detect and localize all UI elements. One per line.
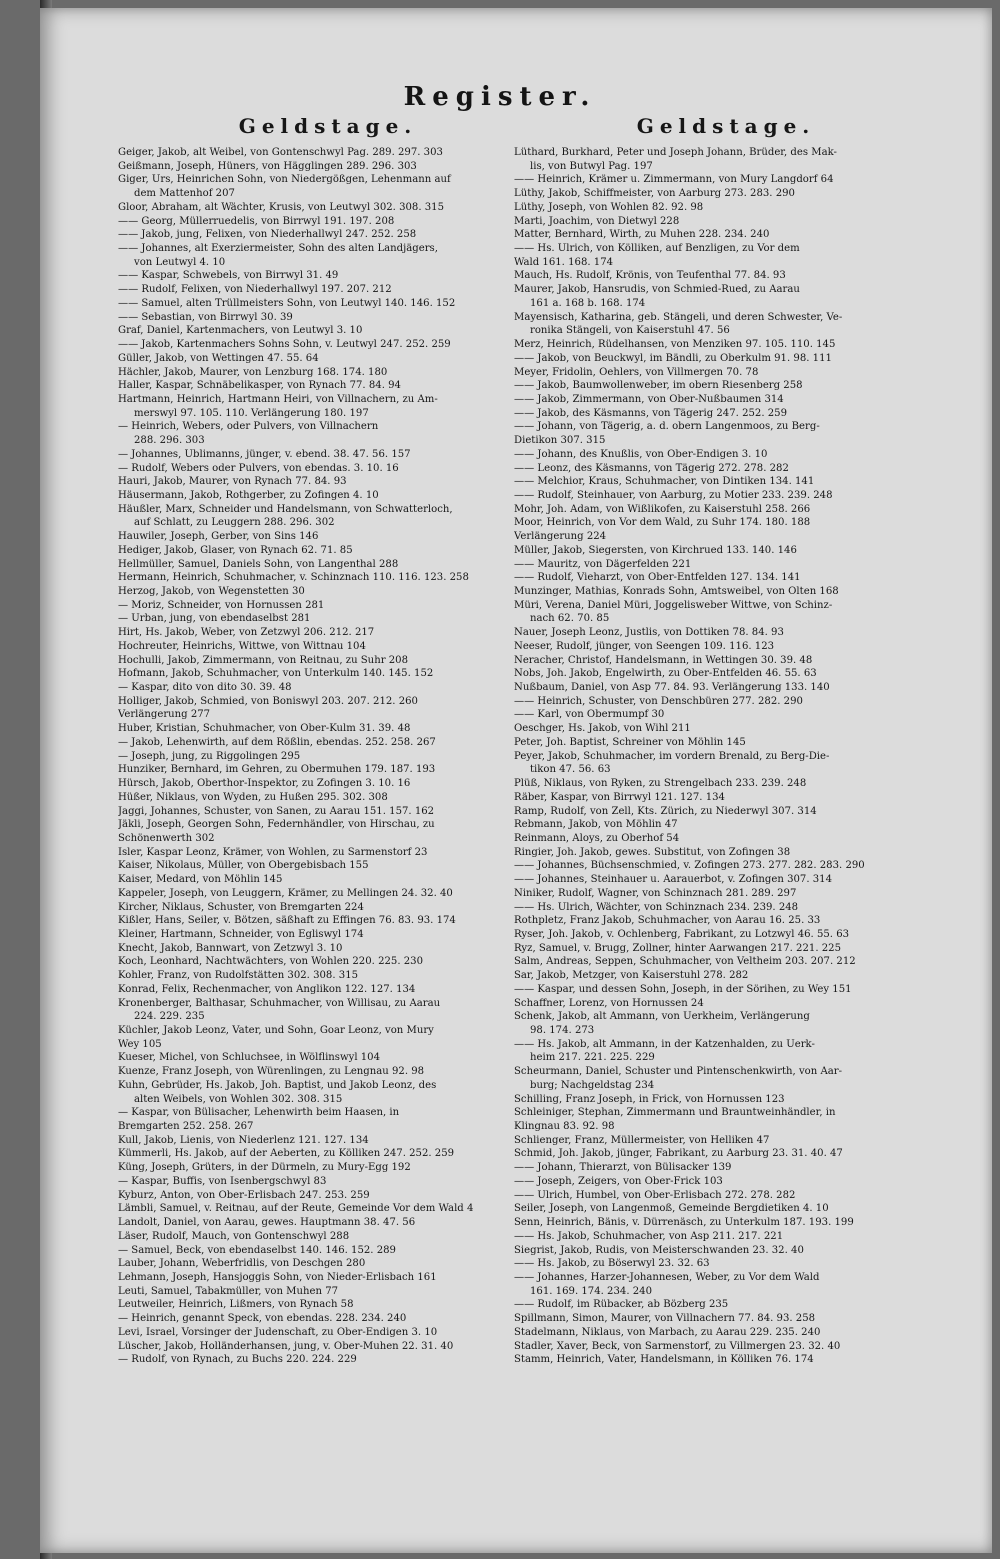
- register-entry: Graf, Daniel, Kartenmachers, von Leutwyl 3. 10: [118, 325, 363, 337]
- register-entry: Kull, Jakob, Lienis, von Niederlenz 121. 127. 134: [118, 1134, 369, 1146]
- register-entry: —— Hs. Jakob, Schuhmacher, von Asp 211. 217. 221: [514, 1230, 784, 1242]
- register-entry: —— Johann, des Knußlis, von Ober-Endigen 3. 10: [514, 448, 768, 460]
- register-entry: Sar, Jakob, Metzger, von Kaiserstuhl 278. 282: [514, 970, 749, 982]
- register-entry: Lüscher, Jakob, Holländerhansen, jung, v. Ober-Muhen 22. 31. 40: [118, 1340, 454, 1352]
- register-entry: Schaffner, Lorenz, von Hornussen 24: [514, 997, 704, 1009]
- register-entry: Verlängerung 277: [118, 709, 211, 721]
- register-entry: —— Hs. Jakob, alt Ammann, in der Katzenhalden, zu Uerk-: [514, 1038, 815, 1050]
- register-entry: Ringier, Joh. Jakob, gewes. Substitut, von Zofingen 38: [514, 846, 791, 858]
- register-entry: —— Johannes, alt Exerziermeister, Sohn des alten Landjägers,: [118, 243, 438, 255]
- register-entry: Kircher, Niklaus, Schuster, von Bremgarten 224: [118, 901, 364, 913]
- register-entry: —— Johannes, Harzer-Johannesen, Weber, zu Vor dem Wald: [514, 1271, 820, 1283]
- register-entry: Schilling, Franz Joseph, in Frick, von Hornussen 123: [514, 1093, 785, 1105]
- register-entry: alten Weibels, von Wohlen 302. 308. 315: [134, 1093, 343, 1105]
- register-entry: Landolt, Daniel, von Aarau, gewes. Hauptmann 38. 47. 56: [118, 1217, 416, 1229]
- left-entry-list: [118, 146, 538, 1367]
- register-entry: tikon 47. 56. 63: [530, 764, 611, 776]
- register-entry: Schenk, Jakob, alt Ammann, von Uerkheim, Verlängerung: [514, 1011, 810, 1023]
- register-entry: Güller, Jakob, von Wettingen 47. 55. 64: [118, 352, 319, 364]
- register-entry: Ryser, Joh. Jakob, v. Ochlenberg, Fabrikant, zu Lotzwyl 46. 55. 63: [514, 928, 850, 940]
- register-entry: Gloor, Abraham, alt Wächter, Krusis, von Leutwyl 302. 308. 315: [118, 201, 445, 213]
- register-entry: Knecht, Jakob, Bannwart, von Zetzwyl 3. 10: [118, 942, 343, 954]
- register-entry: Kümmerli, Hs. Jakob, auf der Aeberten, zu Kölliken 247. 252. 259: [118, 1148, 455, 1160]
- register-entry: Hauwiler, Joseph, Gerber, von Sins 146: [118, 531, 319, 543]
- register-entry: Mauch, Hs. Rudolf, Krönis, von Teufenthal 77. 84. 93: [514, 270, 786, 282]
- register-entry: —— Rudolf, Felixen, von Niederhallwyl 197. 207. 212: [118, 284, 392, 296]
- register-entry: Hartmann, Heinrich, Hartmann Heiri, von Villnachern, zu Am-: [118, 393, 438, 405]
- register-entry: Bremgarten 252. 258. 267: [118, 1121, 254, 1133]
- register-entry: — Johannes, Ublimanns, jünger, v. ebend. 38. 47. 56. 157: [118, 448, 411, 460]
- register-entry: Ryz, Samuel, v. Brugg, Zollner, hinter Aarwangen 217. 221. 225: [514, 942, 842, 954]
- register-entry: Stamm, Heinrich, Vater, Handelsmann, in Kölliken 76. 174: [514, 1354, 814, 1366]
- register-entry: Lüthard, Burkhard, Peter und Joseph Johann, Brüder, des Mak-: [514, 147, 837, 158]
- register-entry: —— Jakob, jung, Felixen, von Niederhallwyl 247. 252. 258: [118, 229, 417, 241]
- register-entry: Neeser, Rudolf, jünger, von Seengen 109. 116. 123: [514, 640, 775, 652]
- register-entry: Müri, Verena, Daniel Müri, Joggelisweber Wittwe, von Schinz-: [514, 599, 833, 611]
- register-entry: Jaggi, Johannes, Schuster, von Sanen, zu Aarau 151. 157. 162: [118, 805, 435, 817]
- register-entry: Schleiniger, Stephan, Zimmermann und Brauntweinhändler, in: [514, 1107, 836, 1119]
- register-entry: Schönenwerth 302: [118, 832, 215, 844]
- register-entry: Hürsch, Jakob, Oberthor-Inspektor, zu Zofingen 3. 10. 16: [118, 778, 411, 790]
- register-entry: 161 a. 168 b. 168. 174: [530, 297, 646, 309]
- register-entry: Hediger, Jakob, Glaser, von Rynach 62. 71. 85: [118, 544, 353, 556]
- register-entry: Holliger, Jakob, Schmied, von Boniswyl 203. 207. 212. 260: [118, 695, 418, 707]
- register-entry: Senn, Heinrich, Bänis, v. Dürrenäsch, zu Unterkulm 187. 193. 199: [514, 1217, 854, 1229]
- register-entry: Reinmann, Aloys, zu Oberhof 54: [514, 832, 680, 844]
- right-column: [514, 114, 938, 1367]
- page-title: Register.: [403, 82, 597, 112]
- register-entry: Lüthy, Jakob, Schiffmeister, von Aarburg 273. 283. 290: [514, 188, 795, 200]
- register-entry: Meyer, Fridolin, Oehlers, von Villmergen 70. 78: [514, 366, 759, 378]
- register-entry: Verlängerung 224: [514, 531, 607, 543]
- register-entry: Küng, Joseph, Grüters, in der Dürmeln, zu Mury-Egg 192: [118, 1162, 411, 1174]
- register-entry: Munzinger, Mathias, Konrads Sohn, Amtsweibel, von Olten 168: [514, 586, 839, 597]
- register-entry: Salm, Andreas, Seppen, Schuhmacher, von Veltheim 203. 207. 212: [514, 956, 856, 968]
- left-column-heading: Geldstage.: [238, 114, 418, 138]
- register-entry: — Rudolf, Webers oder Pulvers, von ebendas. 3. 10. 16: [118, 462, 399, 474]
- register-entry: —— Samuel, alten Trüllmeisters Sohn, von Leutwyl 140. 146. 152: [118, 297, 456, 309]
- register-entry: Wey 105: [118, 1038, 162, 1050]
- register-entry: Spillmann, Simon, Maurer, von Villnachern 77. 84. 93. 258: [514, 1313, 816, 1325]
- register-entry: Leutweiler, Heinrich, Lißmers, von Rynach 58: [118, 1299, 354, 1311]
- register-entry: Müller, Jakob, Siegersten, von Kirchrued 133. 140. 146: [514, 544, 797, 556]
- register-entry: Kißler, Hans, Seiler, v. Bötzen, säßhaft zu Effingen 76. 83. 93. 174: [118, 915, 456, 927]
- register-entry: — Urban, jung, von ebendaselbst 281: [118, 613, 311, 625]
- register-entry: 224. 229. 235: [134, 1011, 205, 1023]
- register-entry: Haller, Kaspar, Schnäbelikasper, von Rynach 77. 84. 94: [118, 380, 401, 392]
- register-entry: — Kaspar, Buffis, von Isenbergschwyl 83: [118, 1175, 327, 1187]
- register-entry: —— Jakob, Baumwollenweber, im obern Riesenberg 258: [514, 380, 803, 392]
- register-entry: Mohr, Joh. Adam, von Wißlikofen, zu Kaiserstuhl 258. 266: [514, 503, 811, 515]
- register-entry: —— Kaspar, und dessen Sohn, Joseph, in der Sörihen, zu Wey 151: [514, 983, 852, 995]
- register-entry: merswyl 97. 105. 110. Verlängerung 180. 197: [134, 407, 369, 419]
- register-entry: Läser, Rudolf, Mauch, von Gontenschwyl 288: [118, 1230, 350, 1242]
- register-entry: — Joseph, jung, zu Riggolingen 295: [118, 750, 301, 762]
- register-entry: Ramp, Rudolf, von Zell, Kts. Zürich, zu Niederwyl 307. 314: [514, 805, 817, 817]
- register-entry: Konrad, Felix, Rechenmacher, von Anglikon 122. 127. 134: [118, 983, 416, 995]
- register-entry: Kyburz, Anton, von Ober-Erlisbach 247. 253. 259: [118, 1189, 370, 1201]
- register-entry: Oeschger, Hs. Jakob, von Wihl 211: [514, 723, 691, 735]
- register-entry: Mayensisch, Katharina, geb. Stängeli, und deren Schwester, Ve-: [514, 311, 843, 323]
- register-entry: —— Johann, Thierarzt, von Bülisacker 139: [514, 1162, 732, 1174]
- register-entry: Giger, Urs, Heinrichen Sohn, von Niedergößgen, Lehenmann auf: [118, 174, 451, 186]
- register-entry: Peter, Joh. Baptist, Schreiner von Möhlin 145: [514, 736, 746, 748]
- register-entry: Kohler, Franz, von Rudolfstätten 302. 308. 315: [118, 970, 359, 982]
- register-entry: Schlienger, Franz, Müllermeister, von Helliken 47: [514, 1134, 770, 1146]
- register-entry: Hunziker, Bernhard, im Gehren, zu Obermuhen 179. 187. 193: [118, 764, 436, 776]
- register-entry: Räber, Kaspar, von Birrwyl 121. 127. 134: [514, 791, 725, 803]
- register-entry: Levi, Israel, Vorsinger der Judenschaft, zu Ober-Endigen 3. 10: [118, 1326, 438, 1338]
- register-entry: —— Georg, Müllerruedelis, von Birrwyl 191. 197. 208: [118, 215, 395, 227]
- register-entry: —— Heinrich, Krämer u. Zimmermann, von Mury Langdorf 64: [514, 174, 834, 186]
- register-entry: Jäkli, Joseph, Georgen Sohn, Federnhändler, von Hirschau, zu: [118, 819, 435, 831]
- register-entry: — Samuel, Beck, von ebendaselbst 140. 146. 152. 289: [118, 1244, 396, 1256]
- register-entry: — Kaspar, dito von dito 30. 39. 48: [118, 682, 292, 694]
- register-entry: 161. 169. 174. 234. 240: [530, 1285, 652, 1297]
- register-entry: Huber, Kristian, Schuhmacher, von Ober-Kulm 31. 39. 48: [118, 723, 411, 735]
- register-entry: —— Jakob, Zimmermann, von Ober-Nußbaumen 314: [514, 393, 784, 405]
- register-entry: —— Johann, von Tägerig, a. d. obern Langenmoos, zu Berg-: [514, 421, 820, 433]
- register-entry: Geißmann, Joseph, Hüners, von Hägglingen 289. 296. 303: [118, 160, 417, 172]
- register-entry: — Jakob, Lehenwirth, auf dem Rößlin, ebendas. 252. 258. 267: [118, 736, 436, 748]
- right-entry-list: [514, 146, 938, 1367]
- register-entry: Leuti, Samuel, Tabakmüller, von Muhen 77: [118, 1285, 339, 1297]
- register-entry: nach 62. 70. 85: [530, 613, 610, 625]
- register-entry: —— Hs. Jakob, zu Böserwyl 23. 32. 63: [514, 1258, 710, 1270]
- register-entry: Hermann, Heinrich, Schuhmacher, v. Schinznach 110. 116. 123. 258: [118, 572, 469, 584]
- register-entry: Nobs, Joh. Jakob, Engelwirth, zu Ober-Entfelden 46. 55. 63: [514, 668, 817, 680]
- register-entry: Lämbli, Samuel, v. Reitnau, auf der Reute, Gemeinde Vor dem Wald 4: [118, 1203, 474, 1215]
- register-entry: —— Joseph, Zeigers, von Ober-Frick 103: [514, 1175, 723, 1187]
- register-entry: Nauer, Joseph Leonz, Justlis, von Dottiken 78. 84. 93: [514, 627, 784, 639]
- register-entry: Kaiser, Medard, von Möhlin 145: [118, 874, 283, 886]
- register-entry: — Heinrich, genannt Speck, von ebendas. 228. 234. 240: [118, 1313, 407, 1325]
- register-entry: —— Karl, von Obermumpf 30: [514, 709, 665, 721]
- register-entry: Neracher, Christof, Handelsmann, in Wettingen 30. 39. 48: [514, 654, 813, 666]
- register-entry: Kronenberger, Balthasar, Schuhmacher, von Willisau, zu Aarau: [118, 997, 441, 1009]
- register-entry: Lehmann, Joseph, Hansjoggis Sohn, von Nieder-Erlisbach 161: [118, 1271, 437, 1283]
- register-entry: Küchler, Jakob Leonz, Vater, und Sohn, Goar Leonz, von Mury: [118, 1025, 434, 1036]
- right-column-heading: Geldstage.: [636, 114, 816, 138]
- register-entry: Häusermann, Jakob, Rothgerber, zu Zofingen 4. 10: [118, 489, 379, 501]
- register-entry: —— Jakob, des Käsmanns, von Tägerig 247. 252. 259: [514, 407, 788, 419]
- register-entry: dem Mattenhof 207: [134, 188, 235, 200]
- register-entry: —— Heinrich, Schuster, von Denschbüren 277. 282. 290: [514, 695, 803, 707]
- register-entry: Stadelmann, Niklaus, von Marbach, zu Aarau 229. 235. 240: [514, 1326, 821, 1338]
- register-entry: Plüß, Niklaus, von Ryken, zu Strengelbach 233. 239. 248: [514, 778, 807, 790]
- register-entry: —— Mauritz, von Dägerfelden 221: [514, 558, 692, 570]
- register-entry: Kaiser, Nikolaus, Müller, von Obergebisbach 155: [118, 860, 369, 872]
- register-entry: Hochreuter, Heinrichs, Wittwe, von Wittnau 104: [118, 640, 366, 652]
- register-entry: Herzog, Jakob, von Wegenstetten 30: [118, 586, 305, 597]
- register-entry: Kuenze, Franz Joseph, von Würenlingen, zu Lengnau 92. 98: [118, 1066, 425, 1078]
- register-entry: Häußler, Marx, Schneider und Handelsmann, von Schwatterloch,: [118, 503, 453, 515]
- register-entry: burg; Nachgeldstag 234: [530, 1079, 655, 1091]
- register-entry: Moor, Heinrich, von Vor dem Wald, zu Suhr 174. 180. 188: [514, 517, 811, 529]
- register-entry: Isler, Kaspar Leonz, Krämer, von Wohlen, zu Sarmenstorf 23: [118, 846, 428, 858]
- register-entry: heim 217. 221. 225. 229: [530, 1052, 655, 1064]
- register-entry: Hüßer, Niklaus, von Wyden, zu Hußen 295. 302. 308: [118, 791, 388, 803]
- register-entry: Hauri, Jakob, Maurer, von Rynach 77. 84. 93: [118, 476, 347, 488]
- register-entry: Lüthy, Joseph, von Wohlen 82. 92. 98: [514, 201, 704, 213]
- register-entry: —— Rudolf, Vieharzt, von Ober-Entfelden 127. 134. 141: [514, 572, 801, 584]
- register-entry: Scheurmann, Daniel, Schuster und Pintenschenkwirth, von Aar-: [514, 1066, 842, 1078]
- left-column: [118, 114, 538, 1367]
- register-entry: von Leutwyl 4. 10: [134, 256, 226, 268]
- register-entry: —— Rudolf, Steinhauer, von Aarburg, zu Motier 233. 239. 248: [514, 489, 833, 501]
- register-entry: Nußbaum, Daniel, von Asp 77. 84. 93. Verlängerung 133. 140: [514, 682, 830, 694]
- register-entry: —— Leonz, des Käsmanns, von Tägerig 272. 278. 282: [514, 462, 789, 474]
- register-entry: Hofmann, Jakob, Schuhmacher, von Unterkulm 140. 145. 152: [118, 668, 434, 680]
- register-entry: Hächler, Jakob, Maurer, von Lenzburg 168. 174. 180: [118, 366, 388, 378]
- register-entry: — Kaspar, von Bülisacher, Lehenwirth beim Haasen, in: [118, 1107, 400, 1119]
- register-entry: Wald 161. 168. 174: [514, 256, 614, 268]
- register-entry: —— Jakob, von Beuckwyl, im Bändli, zu Oberkulm 91. 98. 111: [514, 352, 832, 364]
- register-entry: Koch, Leonhard, Nachtwächters, von Wohlen 220. 225. 230: [118, 956, 424, 968]
- register-entry: 288. 296. 303: [134, 435, 205, 447]
- register-entry: —— Kaspar, Schwebels, von Birrwyl 31. 49: [118, 270, 339, 282]
- register-entry: — Heinrich, Webers, oder Pulvers, von Villnachern: [118, 421, 379, 433]
- register-entry: Dietikon 307. 315: [514, 435, 606, 447]
- register-entry: —— Johannes, Steinhauer u. Aarauerbot, v. Zofingen 307. 314: [514, 874, 833, 886]
- register-entry: Siegrist, Jakob, Rudis, von Meisterschwanden 23. 32. 40: [514, 1244, 804, 1256]
- register-entry: lis, von Butwyl Pag. 197: [530, 160, 653, 172]
- register-entry: Niniker, Rudolf, Wagner, von Schinznach 281. 289. 297: [514, 887, 797, 899]
- register-entry: —— Jakob, Kartenmachers Sohns Sohn, v. Leutwyl 247. 252. 259: [118, 339, 451, 351]
- register-entry: Rebmann, Jakob, von Möhlin 47: [514, 819, 678, 831]
- register-entry: —— Johannes, Büchsenschmied, v. Zofingen 273. 277. 282. 283. 290: [514, 860, 865, 872]
- register-entry: Hirt, Hs. Jakob, Weber, von Zetzwyl 206. 212. 217: [118, 627, 375, 639]
- register-entry: Kuhn, Gebrüder, Hs. Jakob, Joh. Baptist, und Jakob Leonz, des: [118, 1079, 437, 1091]
- register-entry: —— Hs. Ulrich, Wächter, von Schinznach 234. 239. 248: [514, 901, 799, 913]
- register-entry: Geiger, Jakob, alt Weibel, von Gontenschwyl Pag. 289. 297. 303: [118, 147, 443, 158]
- register-entry: —— Hs. Ulrich, von Kölliken, auf Benzligen, zu Vor dem: [514, 243, 800, 255]
- register-entry: Klingnau 83. 92. 98: [514, 1121, 615, 1133]
- register-entry: Lauber, Johann, Weberfridlis, von Deschgen 280: [118, 1258, 366, 1270]
- register-entry: Stadler, Xaver, Beck, von Sarmenstorf, zu Villmergen 23. 32. 40: [514, 1340, 841, 1352]
- register-entry: Schmid, Joh. Jakob, jünger, Fabrikant, zu Aarburg 23. 31. 40. 47: [514, 1148, 843, 1160]
- register-entry: Kleiner, Hartmann, Schneider, von Egliswyl 174: [118, 928, 364, 940]
- register-entry: Hochulli, Jakob, Zimmermann, von Reitnau, zu Suhr 208: [118, 654, 408, 666]
- register-entry: 98. 174. 273: [530, 1025, 595, 1036]
- register-entry: ronika Stängeli, von Kaiserstuhl 47. 56: [530, 325, 730, 337]
- register-entry: Matter, Bernhard, Wirth, zu Muhen 228. 234. 240: [514, 229, 770, 241]
- register-entry: Kueser, Michel, von Schluchsee, in Wölflinswyl 104: [118, 1052, 381, 1064]
- register-entry: — Moriz, Schneider, von Hornussen 281: [118, 599, 325, 611]
- register-entry: Kappeler, Joseph, von Leuggern, Krämer, zu Mellingen 24. 32. 40: [118, 887, 453, 899]
- register-entry: Seiler, Joseph, von Langenmoß, Gemeinde Bergdietiken 4. 10: [514, 1203, 829, 1215]
- register-entry: —— Sebastian, von Birrwyl 30. 39: [118, 311, 293, 323]
- register-entry: —— Rudolf, im Rübacker, ab Bözberg 235: [514, 1299, 729, 1311]
- register-entry: Hellmüller, Samuel, Daniels Sohn, von Langenthal 288: [118, 558, 399, 570]
- register-entry: —— Melchior, Kraus, Schuhmacher, von Dintiken 134. 141: [514, 476, 815, 488]
- register-entry: auf Schlatt, zu Leuggern 288. 296. 302: [134, 517, 335, 529]
- register-entry: — Rudolf, von Rynach, zu Buchs 220. 224. 229: [118, 1354, 357, 1366]
- register-entry: Maurer, Jakob, Hansrudis, von Schmied-Rued, zu Aarau: [514, 284, 800, 296]
- register-entry: Rothpletz, Franz Jakob, Schuhmacher, von Aarau 16. 25. 33: [514, 915, 821, 927]
- register-entry: Peyer, Jakob, Schuhmacher, im vordern Brenald, zu Berg-Die-: [514, 750, 830, 762]
- register-entry: —— Ulrich, Humbel, von Ober-Erlisbach 272. 278. 282: [514, 1189, 796, 1201]
- register-entry: Merz, Heinrich, Rüdelhansen, von Menziken 97. 105. 110. 145: [514, 339, 836, 351]
- register-entry: Marti, Joachim, von Dietwyl 228: [514, 215, 680, 227]
